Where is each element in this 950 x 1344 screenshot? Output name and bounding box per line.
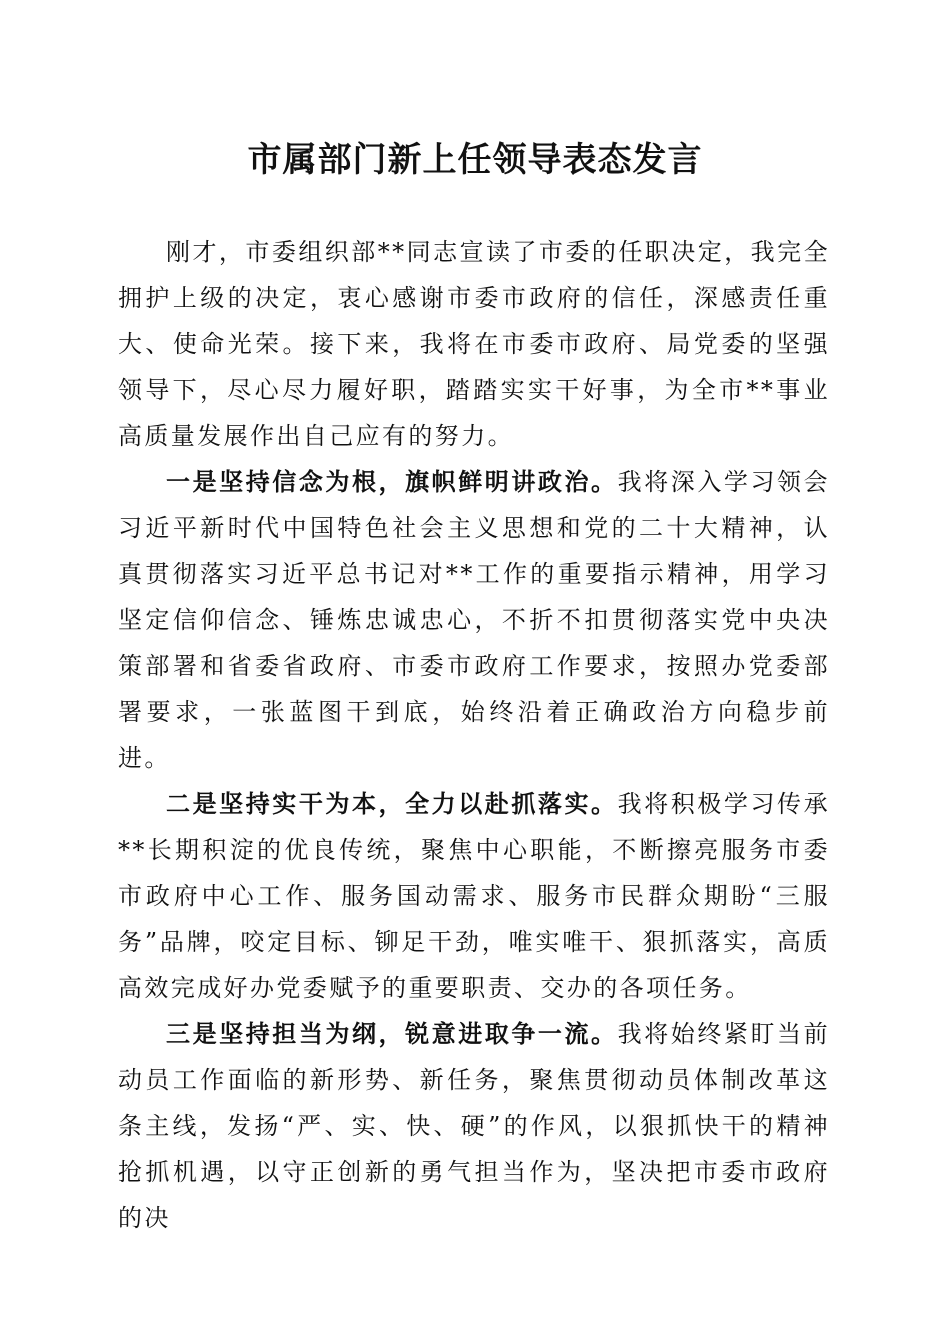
paragraph-text: 我将深入学习领会习近平新时代中国特色社会主义思想和党的二十大精神，认真贯彻落实习近平总书记对**工作的重要指示精神，用学习坚定信仰信念、锤炼忠诚忠心，不折不扣贯彻落实党中央决策部署和省委省政府、市委市政府工作要求，按照办党委部署要求，一张蓝图干到底，始终沿着正确政治方向稳步前进。: [118, 468, 830, 772]
paragraph-point-3: [118, 1011, 830, 1241]
paragraph-lead: 一是坚持信念为根，旗帜鲜明讲政治。: [166, 467, 618, 496]
paragraph-intro: [118, 229, 830, 459]
paragraph-text: 刚才，市委组织部**同志宣读了市委的任职决定，我完全拥护上级的决定，衷心感谢市委市政府的信任，深感责任重大、使命光荣。接下来，我将在市委市政府、局党委的坚强领导下，尽心尽力履好职，踏踏实实干好事，为全市**事业高质量发展作出自己应有的努力。: [118, 238, 830, 450]
paragraph-text: 我将积极学习传承**长期积淀的优良传统，聚焦中心职能，不断擦亮服务市委市政府中心工作、服务国动需求、服务市民群众期盼“三服务”品牌，咬定目标、铆足干劲，唯实唯干、狠抓落实，高质高效完成好办党委赋予的重要职责、交办的各项任务。: [118, 790, 830, 1002]
paragraph-point-1: [118, 459, 830, 781]
paragraph-text: 我将始终紧盯当前动员工作面临的新形势、新任务，聚焦贯彻动员体制改革这条主线，发扬“严、实、快、硬”的作风，以狠抓快干的精神抢抓机遇，以守正创新的勇气担当作为，坚决把市委市政府的决: [118, 1020, 830, 1232]
paragraph-lead: 二是坚持实干为本，全力以赴抓落实。: [166, 789, 618, 818]
document-body: [118, 229, 830, 1241]
document-title: 市属部门新上任领导表态发言: [247, 140, 703, 180]
paragraph-point-2: [118, 781, 830, 1011]
paragraph-lead: 三是坚持担当为纲，锐意进取争一流。: [166, 1019, 618, 1048]
